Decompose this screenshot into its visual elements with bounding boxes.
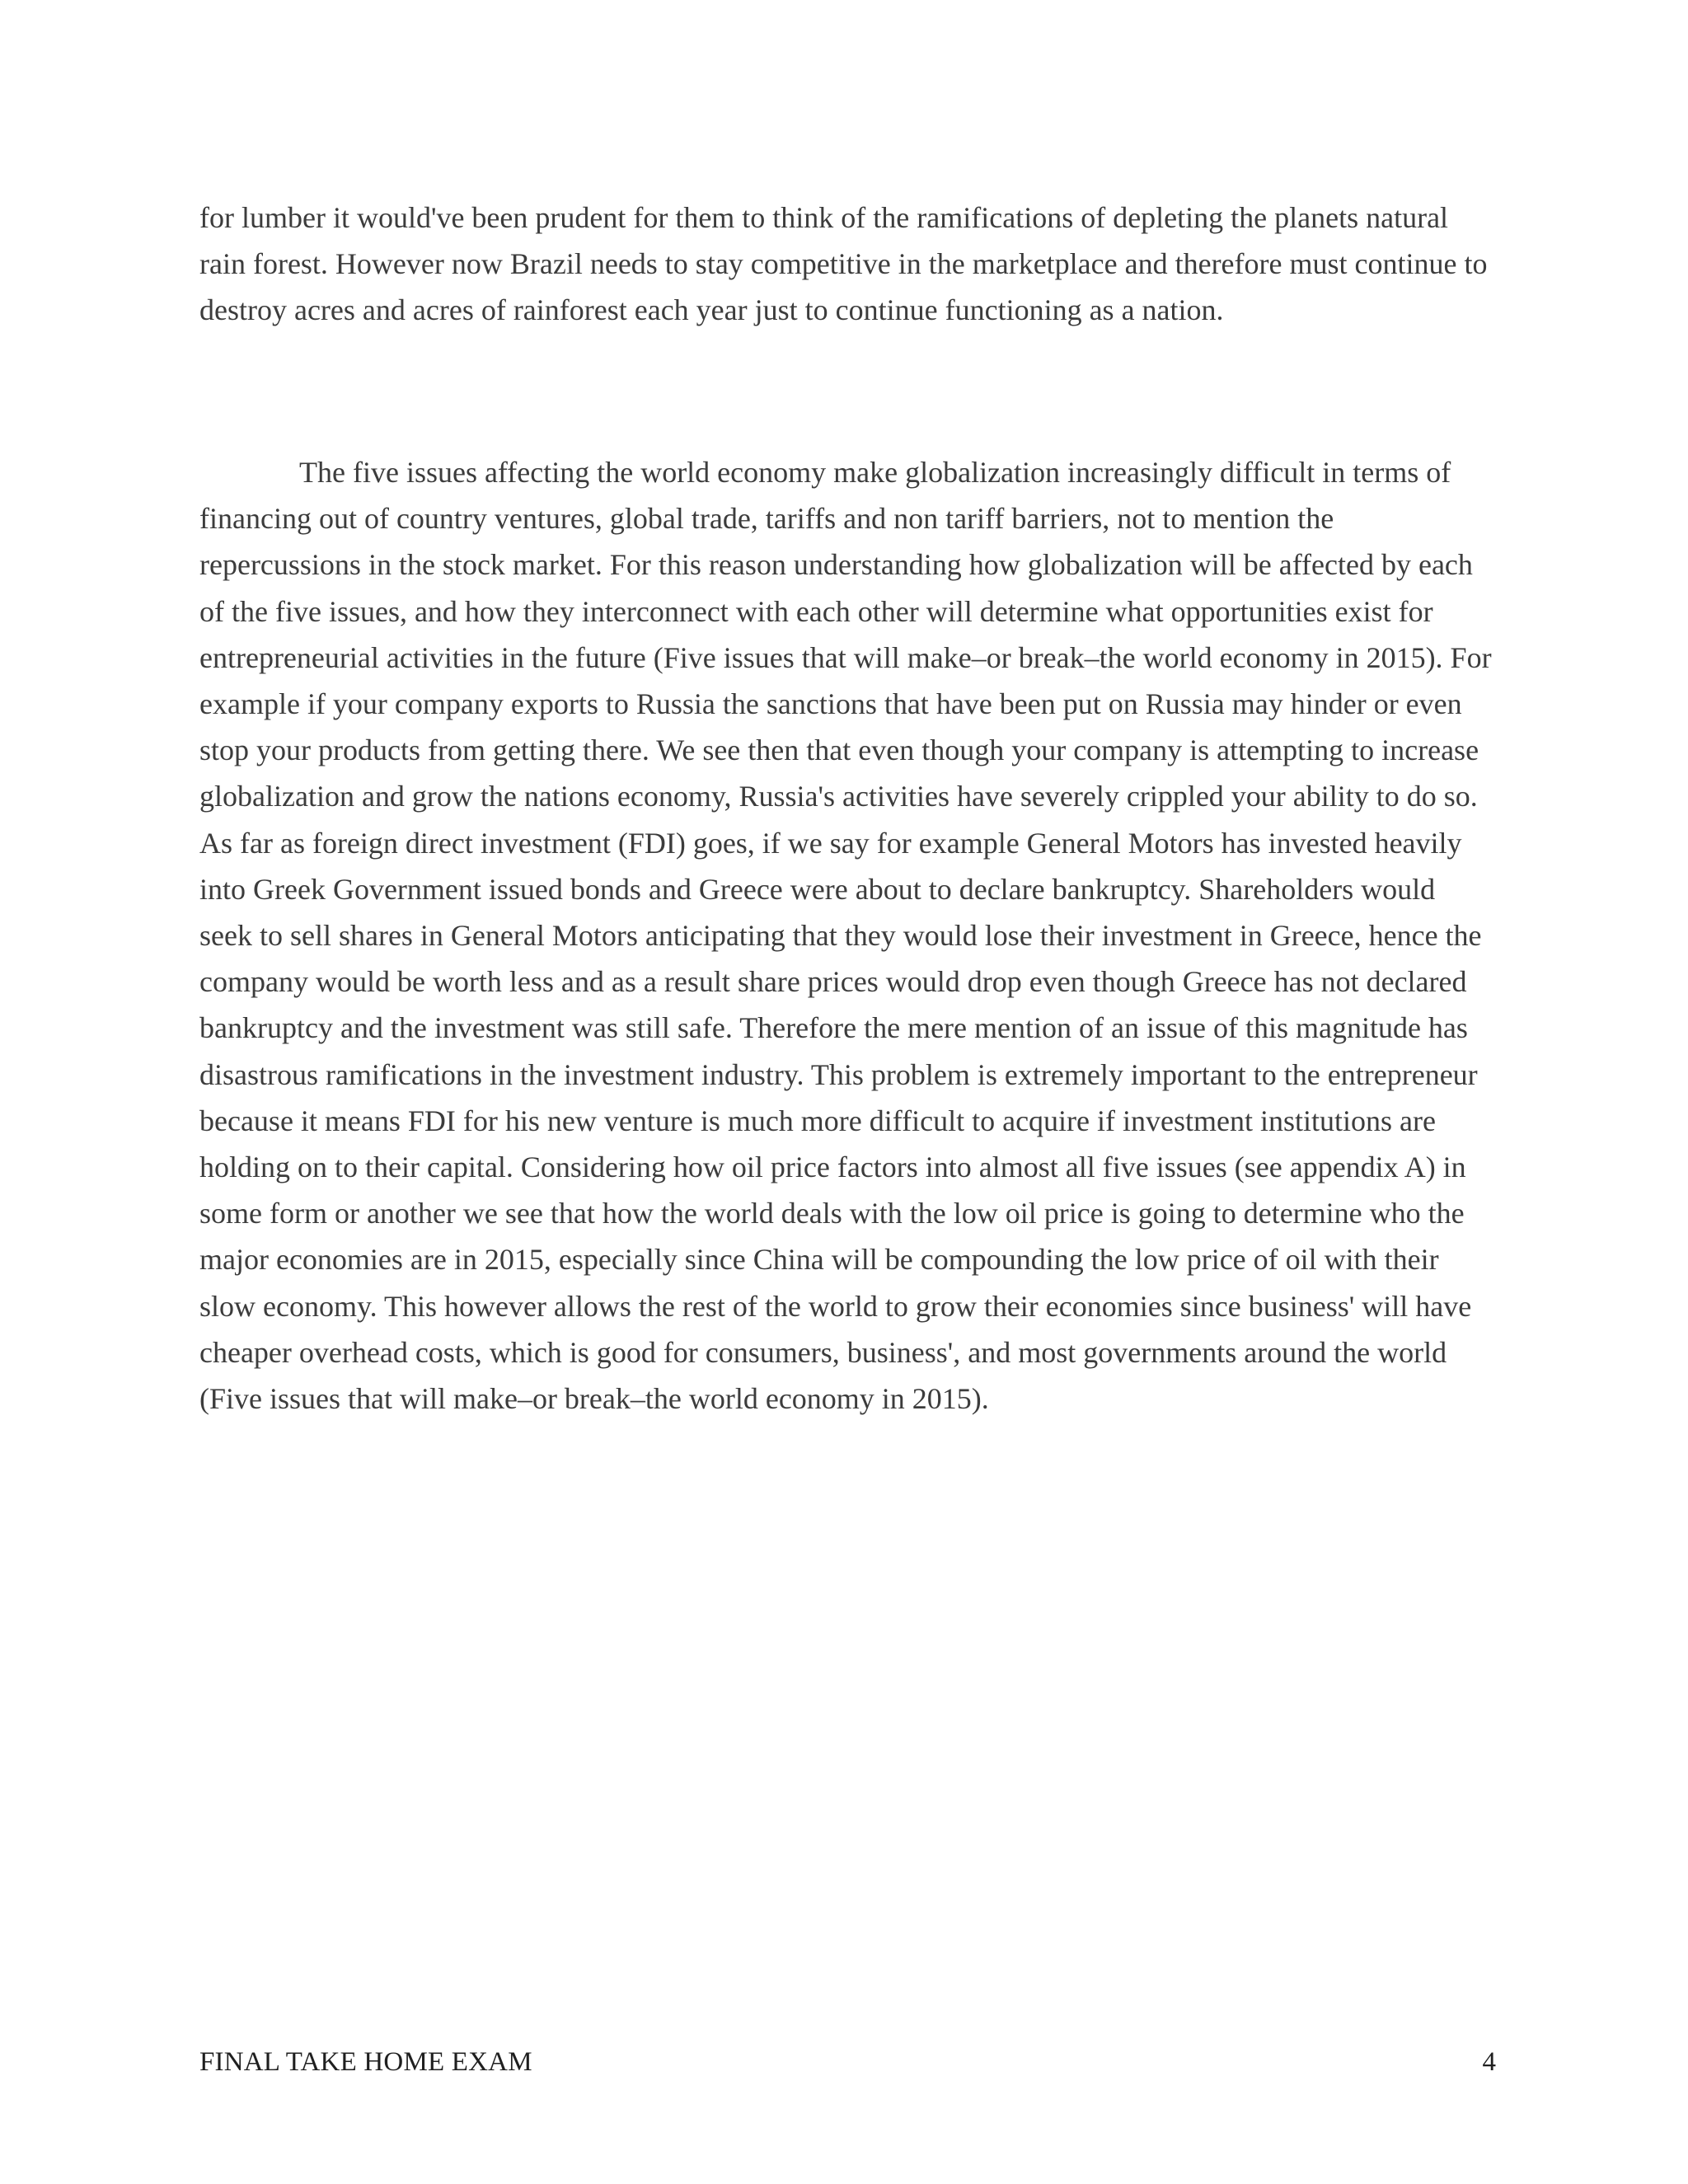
running-head: FINAL TAKE HOME EXAM [199,2047,532,2077]
body-paragraph-continued: for lumber it would've been prudent for them to think of the ramifications of depleting the planets natural rain forest. However now Brazil needs to stay competitive in the marketplace and therefore must continue to destroy acres and acres of rainforest each year just to continue functioning as a nation. [199,201,1488,327]
body-paragraph-text: The five issues affecting the world economy make globalization increasingly difficult in terms of financing out of country ventures, global trade, tariffs and non tariff barriers, not to mention the repercussions in the stock market. For this reason understanding how globalization will be affected by each of the five issues, and how they interconnect with each other will determine what opportunities exist for entrepreneurial activities in the future (Five issues that will make–or break–the world economy in 2015). For example if your company exports to Russia the sanctions that have been put on Russia may hinder or even stop your products from getting there. We see then that even though your company is attempting to increase globalization and grow the nations economy, Russia's activities have severely crippled your ability to do so. As far as foreign direct investment (FDI) goes, if we say for example General Motors has invested heavily into Greek Government issued bonds and Greece were about to declare bankruptcy. Shareholders would seek to sell shares in General Motors anticipating that they would lose their investment in Greece, hence the company would be worth less and as a result share prices would drop even though Greece has not declared bankruptcy and the investment was still safe. Therefore the mere mention of an issue of this magnitude has disastrous ramifications in the investment industry. This problem is extremely important to the entrepreneur because it means FDI for his new venture is much more difficult to acquire if investment institutions are holding on to their capital. Considering how oil price factors into almost all five issues (see appendix A) in some form or another we see that how the world deals with the low oil price is going to determine who the major economies are in 2015, especially since China will be compounding the low price of oil with their slow economy. This however allows the rest of the world to grow their economies since business' will have cheaper overhead costs, which is good for consumers, business', and most governments around the world (Five issues that will make–or break–the world economy in 2015). [199,456,1492,1416]
page-number: 4 [1482,2047,1496,2077]
body-paragraph [199,449,1495,1422]
